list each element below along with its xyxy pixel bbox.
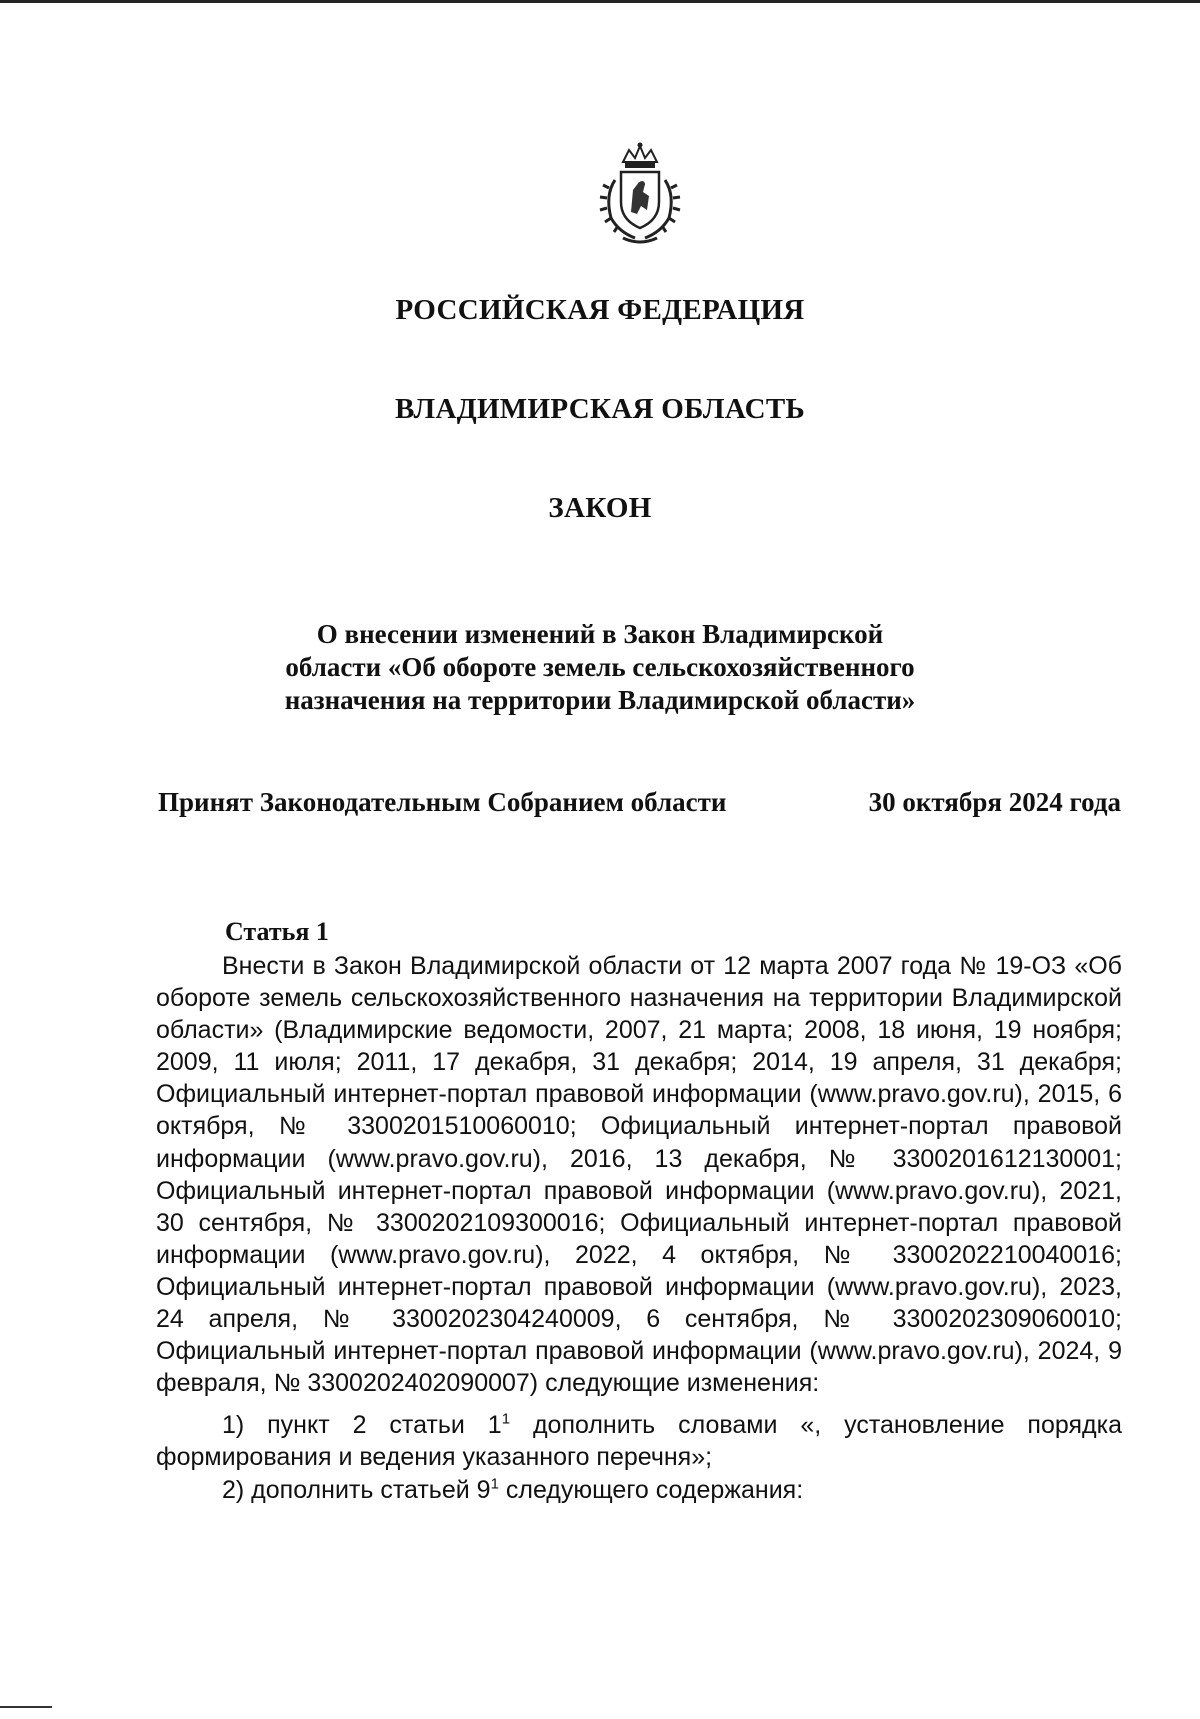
adoption-date: 30 октября 2024 года xyxy=(868,787,1121,817)
page-top-border xyxy=(0,0,1200,3)
article-intro-paragraph: Внести в Закон Владимирской области от 12 марта 2007 года № 19-ОЗ «Об обороте земель сельскохозяйственного назначения на территории Владимирской области» (Владимирские ведомости, 2007, 21 марта; 2008, 18 июня, 19 ноября; 2009, 11 июля; 2011, 17 декабря, 31 декабря; 2014, 19 апреля, 31 декабря; Официальный интернет-портал правовой информации (www.pravo.gov.ru), 2015, 6 октября, № 3300201510060010; Официальный интернет-портал правовой информации (www.pravo.gov.ru), 2016, 13 декабря, № 3300201612130001; Официальный интернет-портал правовой информации (www.pravo.gov.ru), 2021, 30 сентября, № 3300202109300016; Официальный интернет-портал правовой информации (www.pravo.gov.ru), 2022, 4 октября, № 3300202210040016; Официальный интернет-портал правовой информации (www.pravo.gov.ru), 2023, 24 апреля, № 3300202304240009, 6 сентября, № 3300202309060010; Официальный интернет-портал правовой информации (www.pravo.gov.ru), 2024, 9 февраля, № 3300202402090007) следующие изменения: xyxy=(156,952,1122,1398)
region-heading: ВЛАДИМИРСКАЯ ОБЛАСТЬ xyxy=(395,393,805,425)
adoption-row xyxy=(158,787,1121,818)
document-type-heading: ЗАКОН xyxy=(548,492,652,524)
article-heading: Статья 1 xyxy=(225,917,329,946)
article-body xyxy=(156,950,1122,1506)
amendment-item-text: следующего содержания: xyxy=(498,1475,804,1504)
coat-of-arms-icon xyxy=(585,140,695,250)
amendment-item-text: дополнить словами «, установление порядка формирования и ведения указанного перечня»; xyxy=(156,1411,1122,1472)
adopted-by-text: Принят Законодательным Собранием области xyxy=(158,787,727,817)
amendment-item-2 xyxy=(156,1474,1122,1506)
law-title-line: области «Об обороте земель сельскохозяйственного xyxy=(285,652,915,682)
superscript: 1 xyxy=(490,1475,499,1493)
law-title-line: назначения на территории Владимирской области» xyxy=(284,685,916,715)
law-title xyxy=(0,618,1200,717)
country-heading: РОССИЙСКАЯ ФЕДЕРАЦИЯ xyxy=(395,294,805,326)
amendment-item-text: 1) пункт 2 статьи 1 xyxy=(222,1411,502,1440)
amendment-item-1 xyxy=(156,1409,1122,1473)
superscript: 1 xyxy=(501,1410,511,1428)
scan-corner-mark xyxy=(0,1706,52,1708)
amendment-item-text: 2) дополнить статьей 9 xyxy=(222,1475,491,1504)
law-title-line: О внесении изменений в Закон Владимирской xyxy=(316,619,884,649)
